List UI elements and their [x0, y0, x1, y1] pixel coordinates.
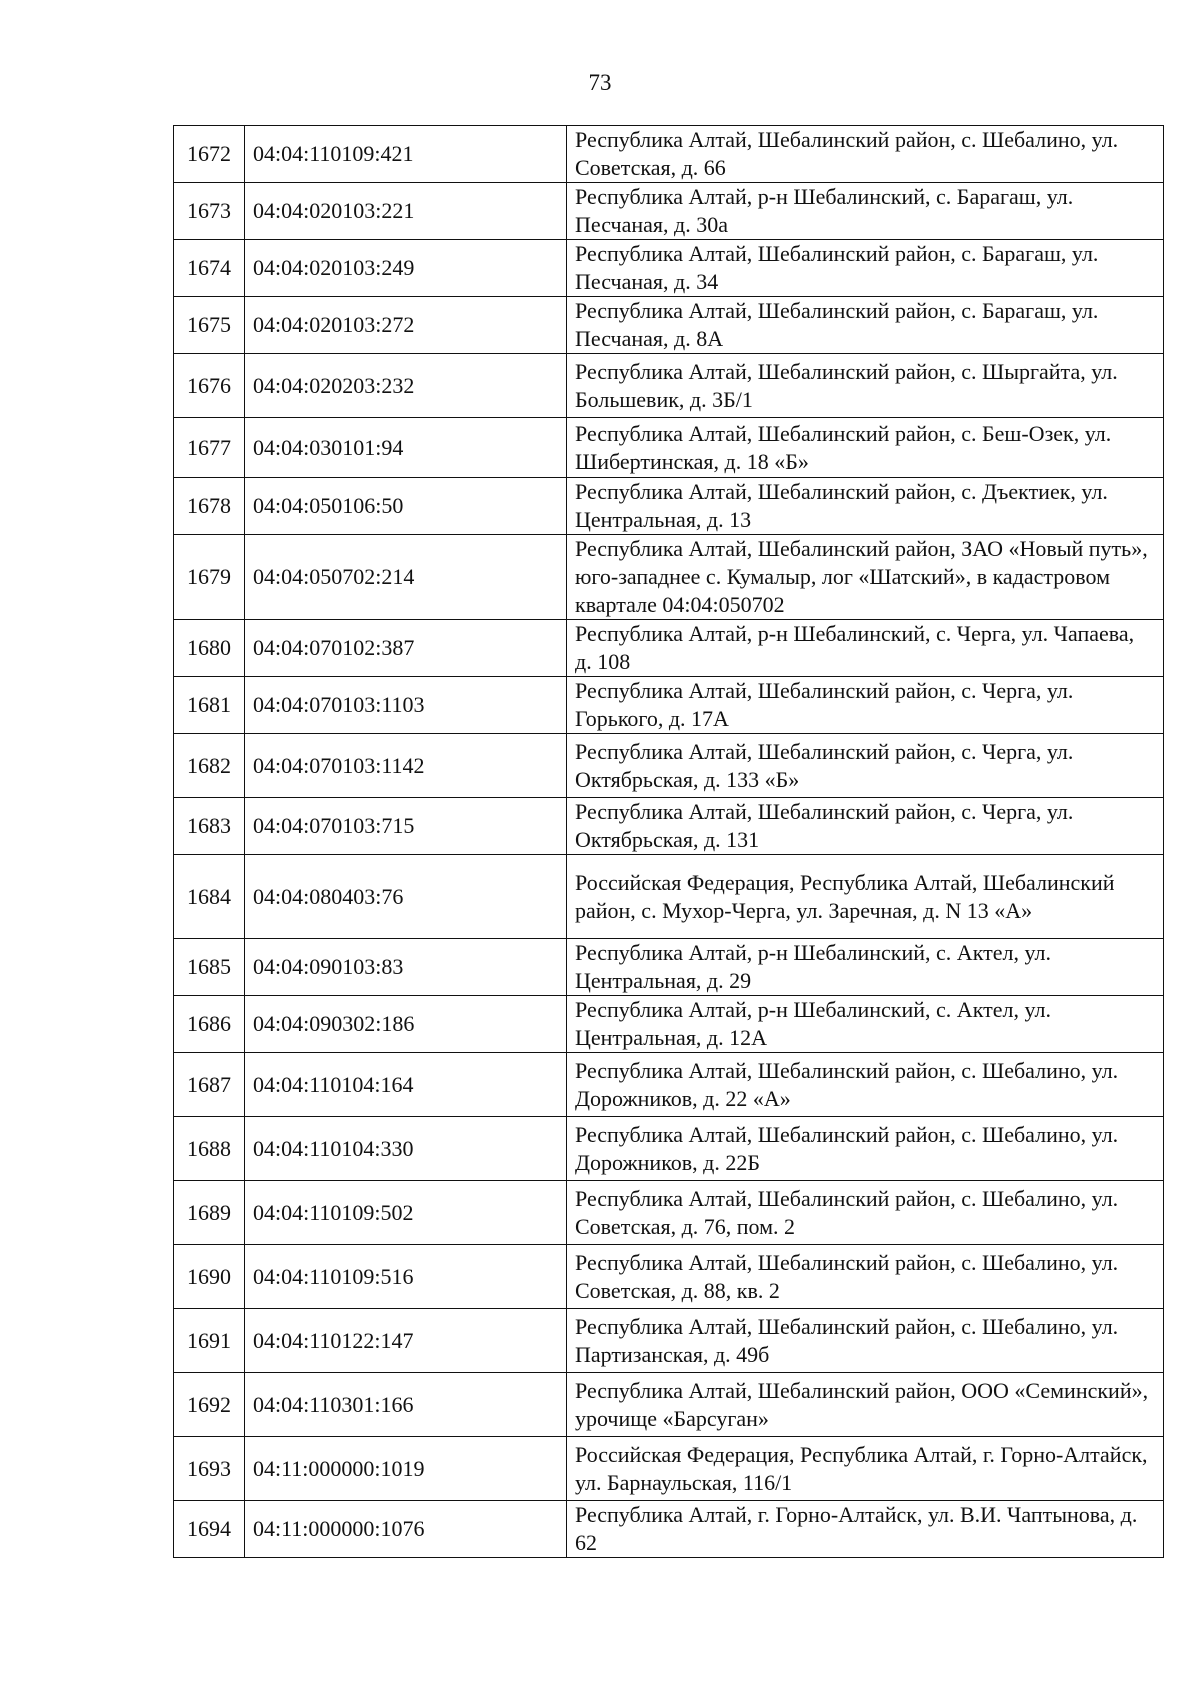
address-cell: Республика Алтай, г. Горно-Алтайск, ул. В.И. Чаптынова, д. 62: [567, 1501, 1164, 1558]
address-cell: Республика Алтай, Шебалинский район, с. Шебалино, ул. Советская, д. 76, пом. 2: [567, 1181, 1164, 1245]
address-cell: Республика Алтай, р-н Шебалинский, с. Черга, ул. Чапаева, д. 108: [567, 620, 1164, 677]
page-number: 73: [588, 70, 612, 95]
table-row: [174, 1245, 1164, 1309]
cadastral-number-cell: 04:04:020203:232: [245, 354, 567, 418]
cadastral-number-cell: 04:04:070103:1103: [245, 677, 567, 734]
row-number-cell: 1688: [174, 1117, 245, 1181]
table-row: [174, 939, 1164, 996]
cadastral-number-cell: 04:04:110104:330: [245, 1117, 567, 1181]
cadastral-number-cell: 04:11:000000:1019: [245, 1437, 567, 1501]
address-cell: Республика Алтай, Шебалинский район, ЗАО «Новый путь», юго-западнее с. Кумалыр, лог «Шатский», в кадастровом квартале 04:04:050702: [567, 535, 1164, 620]
address-cell: Республика Алтай, Шебалинский район, с. Барагаш, ул. Песчаная, д. 34: [567, 240, 1164, 297]
table-row: [174, 240, 1164, 297]
cadastral-number-cell: 04:04:080403:76: [245, 855, 567, 939]
table-row: [174, 1117, 1164, 1181]
table-row: [174, 126, 1164, 183]
row-number-cell: 1692: [174, 1373, 245, 1437]
cadastral-number-cell: 04:04:110109:421: [245, 126, 567, 183]
address-cell: Республика Алтай, Шебалинский район, с. Шебалино, ул. Советская, д. 88, кв. 2: [567, 1245, 1164, 1309]
address-cell: Республика Алтай, р-н Шебалинский, с. Актел, ул. Центральная, д. 29: [567, 939, 1164, 996]
row-number-cell: 1679: [174, 535, 245, 620]
cadastral-number-cell: 04:04:020103:249: [245, 240, 567, 297]
row-number-cell: 1693: [174, 1437, 245, 1501]
address-cell: Республика Алтай, р-н Шебалинский, с. Актел, ул. Центральная, д. 12А: [567, 996, 1164, 1053]
address-cell: Российская Федерация, Республика Алтай, Шебалинский район, с. Мухор-Черга, ул. Заречная, д. N 13 «А»: [567, 855, 1164, 939]
row-number-cell: 1678: [174, 478, 245, 535]
cadastral-number-cell: 04:11:000000:1076: [245, 1501, 567, 1558]
cadastral-number-cell: 04:04:020103:272: [245, 297, 567, 354]
row-number-cell: 1686: [174, 996, 245, 1053]
cadastral-number-cell: 04:04:070102:387: [245, 620, 567, 677]
row-number-cell: 1673: [174, 183, 245, 240]
cadastral-number-cell: 04:04:110109:516: [245, 1245, 567, 1309]
address-cell: Республика Алтай, р-н Шебалинский, с. Барагаш, ул. Песчаная, д. 30а: [567, 183, 1164, 240]
cadastral-number-cell: 04:04:050702:214: [245, 535, 567, 620]
row-number-cell: 1680: [174, 620, 245, 677]
row-number-cell: 1690: [174, 1245, 245, 1309]
row-number-cell: 1677: [174, 418, 245, 478]
cadastral-number-cell: 04:04:110301:166: [245, 1373, 567, 1437]
address-cell: Республика Алтай, Шебалинский район, ООО «Семинский», урочище «Барсуган»: [567, 1373, 1164, 1437]
address-cell: Республика Алтай, Шебалинский район, с. Дъектиек, ул. Центральная, д. 13: [567, 478, 1164, 535]
address-cell: Республика Алтай, Шебалинский район, с. Черга, ул. Октябрьская, д. 131: [567, 798, 1164, 855]
table-row: [174, 418, 1164, 478]
table-row: [174, 1053, 1164, 1117]
table-row: [174, 677, 1164, 734]
cadastral-number-cell: 04:04:050106:50: [245, 478, 567, 535]
row-number-cell: 1685: [174, 939, 245, 996]
address-cell: Республика Алтай, Шебалинский район, с. Шебалино, ул. Партизанская, д. 49б: [567, 1309, 1164, 1373]
row-number-cell: 1676: [174, 354, 245, 418]
address-cell: Республика Алтай, Шебалинский район, с. Шебалино, ул. Советская, д. 66: [567, 126, 1164, 183]
table-row: [174, 354, 1164, 418]
table-row: [174, 183, 1164, 240]
table-row: [174, 855, 1164, 939]
cadastral-table: [173, 125, 1164, 1558]
table-row: [174, 1373, 1164, 1437]
table-row: [174, 478, 1164, 535]
row-number-cell: 1691: [174, 1309, 245, 1373]
address-cell: Республика Алтай, Шебалинский район, с. Шебалино, ул. Дорожников, д. 22Б: [567, 1117, 1164, 1181]
address-cell: Республика Алтай, Шебалинский район, с. Беш-Озек, ул. Шибертинская, д. 18 «Б»: [567, 418, 1164, 478]
table-row: [174, 620, 1164, 677]
row-number-cell: 1681: [174, 677, 245, 734]
address-cell: Российская Федерация, Республика Алтай, г. Горно-Алтайск, ул. Барнаульская, 116/1: [567, 1437, 1164, 1501]
table-row: [174, 535, 1164, 620]
table-row: [174, 996, 1164, 1053]
table-row: [174, 734, 1164, 798]
cadastral-number-cell: 04:04:090302:186: [245, 996, 567, 1053]
cadastral-number-cell: 04:04:020103:221: [245, 183, 567, 240]
row-number-cell: 1684: [174, 855, 245, 939]
table-row: [174, 297, 1164, 354]
row-number-cell: 1682: [174, 734, 245, 798]
table-row: [174, 1501, 1164, 1558]
row-number-cell: 1689: [174, 1181, 245, 1245]
cadastral-number-cell: 04:04:070103:1142: [245, 734, 567, 798]
cadastral-number-cell: 04:04:110104:164: [245, 1053, 567, 1117]
cadastral-number-cell: 04:04:030101:94: [245, 418, 567, 478]
address-cell: Республика Алтай, Шебалинский район, с. Шыргайта, ул. Большевик, д. 3Б/1: [567, 354, 1164, 418]
row-number-cell: 1683: [174, 798, 245, 855]
address-cell: Республика Алтай, Шебалинский район, с. Барагаш, ул. Песчаная, д. 8А: [567, 297, 1164, 354]
row-number-cell: 1675: [174, 297, 245, 354]
cadastral-number-cell: 04:04:110122:147: [245, 1309, 567, 1373]
address-cell: Республика Алтай, Шебалинский район, с. Шебалино, ул. Дорожников, д. 22 «А»: [567, 1053, 1164, 1117]
row-number-cell: 1694: [174, 1501, 245, 1558]
address-cell: Республика Алтай, Шебалинский район, с. Черга, ул. Горького, д. 17А: [567, 677, 1164, 734]
cadastral-number-cell: 04:04:090103:83: [245, 939, 567, 996]
cadastral-number-cell: 04:04:070103:715: [245, 798, 567, 855]
cadastral-number-cell: 04:04:110109:502: [245, 1181, 567, 1245]
row-number-cell: 1674: [174, 240, 245, 297]
table-row: [174, 1181, 1164, 1245]
table-row: [174, 1309, 1164, 1373]
row-number-cell: 1672: [174, 126, 245, 183]
address-cell: Республика Алтай, Шебалинский район, с. Черга, ул. Октябрьская, д. 133 «Б»: [567, 734, 1164, 798]
table-row: [174, 798, 1164, 855]
row-number-cell: 1687: [174, 1053, 245, 1117]
table-row: [174, 1437, 1164, 1501]
